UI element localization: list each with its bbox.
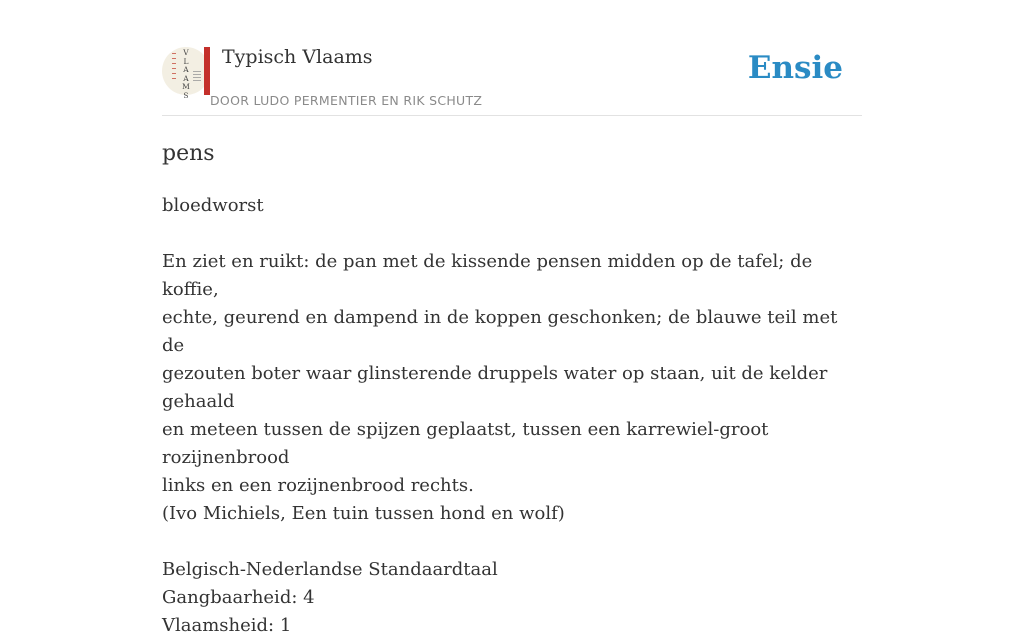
vlaamsheid: Vlaamsheid: 1	[162, 615, 292, 636]
brand-logo[interactable]: Ensie	[747, 50, 843, 86]
gangbaarheid: Gangbaarheid: 4	[162, 587, 315, 608]
cover-text-lines	[193, 71, 201, 83]
quote-line: gezouten boter waar glinsterende druppels water op staan, uit de kelder gehaald	[162, 363, 828, 412]
entry-title: pens	[162, 141, 215, 166]
entry-body	[162, 192, 862, 640]
quote-line: echte, geurend en dampend in de koppen geschonken; de blauwe teil met de	[162, 307, 838, 356]
cover-letters: V L A A M S	[182, 48, 190, 100]
definition: bloedworst	[162, 195, 264, 216]
quote-line: En ziet en ruikt: de pan met de kissende pensen midden op de tafel; de koffie,	[162, 251, 813, 300]
language-label: Belgisch-Nederlandse Standaardtaal	[162, 559, 498, 580]
quote-line: links en een rozijnenbrood rechts.	[162, 475, 474, 496]
book-authors: DOOR LUDO PERMENTIER EN RIK SCHUTZ	[210, 93, 483, 108]
book-title[interactable]: Typisch Vlaams	[222, 46, 373, 68]
cover-decoration	[172, 53, 176, 83]
cover-red-stripe	[204, 47, 210, 95]
quote-source: (Ivo Michiels, Een tuin tussen hond en wolf)	[162, 503, 565, 524]
entry-card	[162, 0, 862, 636]
book-cover-avatar[interactable]	[162, 47, 210, 100]
header	[162, 0, 862, 116]
quote-line: en meteen tussen de spijzen geplaatst, tussen een karrewiel-groot rozijnenbrood	[162, 419, 769, 468]
